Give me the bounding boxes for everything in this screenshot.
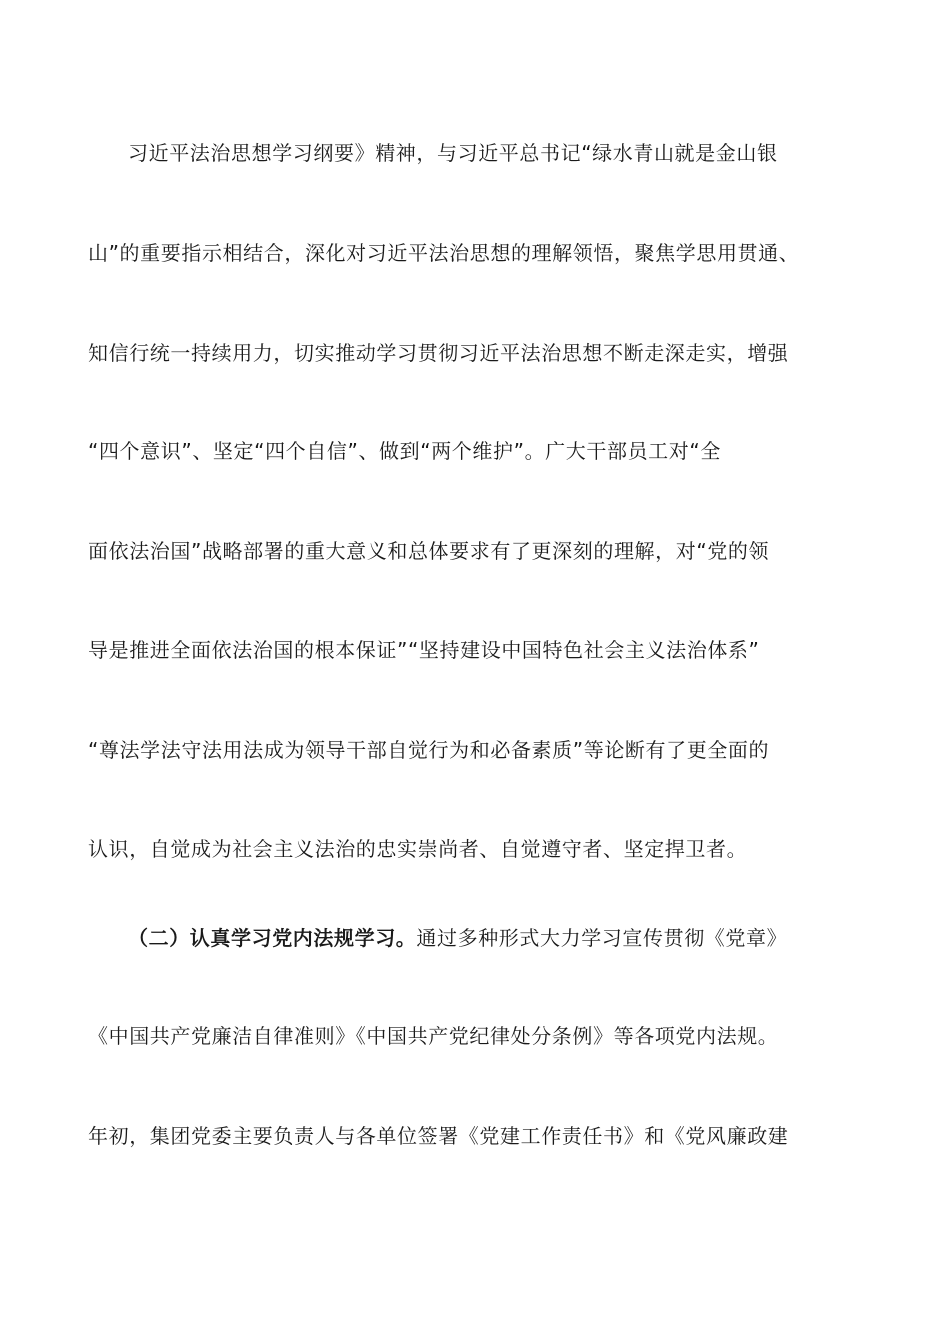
section-heading: （二）认真学习党内法规学习。 [128, 926, 417, 950]
paragraph-line: 《中国共产党廉洁自律准则》《中国共产党纪律处分条例》等各项党内法规。 [88, 1024, 779, 1048]
paragraph-line: “四个意识”、坚定“四个自信”、做到“两个维护”。广大干部员工对“全 [88, 439, 721, 463]
paragraph-line: 认识，自觉成为社会主义法治的忠实崇尚者、自觉遵守者、坚定捍卫者。 [88, 837, 748, 861]
paragraph-line: “尊法学法守法用法成为领导干部自觉行为和必备素质”等论断有了更全面的 [88, 738, 770, 762]
paragraph-line: 山”的重要指示相结合，深化对习近平法治思想的理解领悟，聚焦学思用贯通、 [88, 241, 800, 265]
section-first-line [128, 924, 908, 952]
paragraph-line: 年初，集团党委主要负责人与各单位签署《党建工作责任书》和《党风廉政建 [88, 1124, 789, 1148]
paragraph-line: 面依法治国”战略部署的重大意义和总体要求有了更深刻的理解，对“党的领 [88, 539, 770, 563]
paragraph-line: 知信行统一持续用力，切实推动学习贯彻习近平法治思想不断走深走实，增强 [88, 341, 789, 365]
paragraph-line: 导是推进全面依法治国的根本保证”“坚持建设中国特色社会主义法治体系” [88, 638, 760, 662]
section-first-line-text: 通过多种形式大力学习宣传贯彻《党章》 [416, 926, 788, 950]
paragraph-line: 习近平法治思想学习纲要》精神，与习近平总书记“绿水青山就是金山银 [128, 141, 778, 165]
